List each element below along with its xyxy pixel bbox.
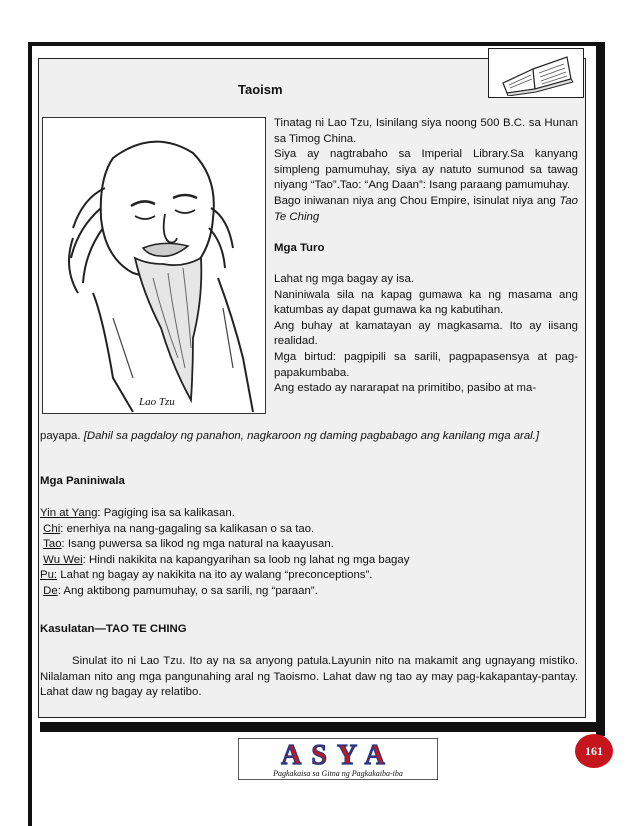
kasulatan-body: Sinulat ito ni Lao Tzu. Ito ay na sa anyong patula.Layunin nito na makamit ang ugnayang mistiko. Nilalaman nito ang mga pangunahing aral ng Taoismo. Lahat daw ng tao ay may pag-kakapantay-pantay. Lahat daw ng bagay ay relatibo.	[40, 655, 578, 699]
lao-tzu-portrait	[42, 117, 266, 414]
section-title: Taoism	[238, 82, 283, 97]
list-item: Wu Wei: Hindi nakikita na kapangyarihan sa loob ng lahat ng mga bagay	[43, 553, 410, 566]
kasulatan-heading: Kasulatan—TAO TE CHING	[40, 623, 187, 635]
intro-paragraph-2: Siya ay nagtrabaho sa Imperial Library.Sa kanyang simpleng pamumuhay, siya ay natuto sumunod sa tawag niyang “Tao”.Tao: “Ang Daan”: Isang paraang pamumuhay.	[274, 148, 578, 192]
turo-last-continuation: payapa. [Dahil sa pagdaloy ng panahon, nagkaroon ng daming pagbabago ang kanilang mga aral.]	[40, 430, 540, 442]
turo-item: Mga birtud: pagpipili sa sarili, pagpapasensya at pag-papakumbaba.	[274, 350, 578, 379]
paniniwala-section	[40, 474, 578, 490]
page-frame-right	[596, 42, 605, 736]
intro-paragraph-3: Bago iniwanan niya ang Chou Empire, isinulat niya ang Tao Te Ching	[274, 194, 578, 223]
turo-item: Lahat ng mga bagay ay isa.	[274, 272, 414, 285]
intro-column	[274, 116, 578, 397]
intro-paragraph-1: Tinatag ni Lao Tzu, Isinilang siya noong 500 B.C. sa Hunan sa Timog China.	[274, 117, 578, 145]
turo-item: Ang buhay at kamatayan ay magkasama. Ito ay iisang realidad.	[274, 319, 578, 348]
page-number: 161	[575, 734, 613, 768]
list-item: Yin at Yang: Pagiging isa sa kalikasan.	[40, 507, 235, 519]
list-item: Chi: enerhiya na nang-gagaling sa kalikasan o sa tao.	[43, 522, 315, 535]
paniniwala-heading: Mga Paniniwala	[40, 475, 125, 487]
kasulatan-body-wrap	[40, 654, 578, 701]
logo-subtitle: Pagkakaisa sa Gitna ng Pagkakaiba-iba	[273, 769, 403, 778]
book-icon	[488, 48, 584, 98]
portrait-caption: Lao Tzu	[139, 396, 175, 408]
content-box-shadow	[40, 722, 604, 732]
turo-item-last-start: Ang estado ay nararapat na primitibo, pasibo at ma-	[274, 382, 537, 395]
page-frame-top	[28, 42, 598, 46]
paniniwala-list	[40, 506, 578, 600]
asya-logo	[238, 738, 438, 780]
kasulatan-section	[40, 622, 578, 638]
list-item: Tao: Isang puwersa sa likod ng mga natural na kaayusan.	[43, 538, 334, 551]
turo-heading: Mga Turo	[274, 241, 325, 254]
turo-item: Naniniwala sila na kapag gumawa ka ng masama ang katumbas ay dapat gumawa ka ng kabutihan.	[274, 288, 578, 317]
logo-text: ASYA	[281, 740, 395, 771]
page-frame-left	[28, 42, 32, 826]
list-item: Pu: Lahat ng bagay ay nakikita na ito ay walang “preconceptions”.	[40, 569, 373, 582]
list-item: De: Ang aktibong pamumuhay, o sa sarili, ng “paraan”.	[43, 584, 318, 597]
